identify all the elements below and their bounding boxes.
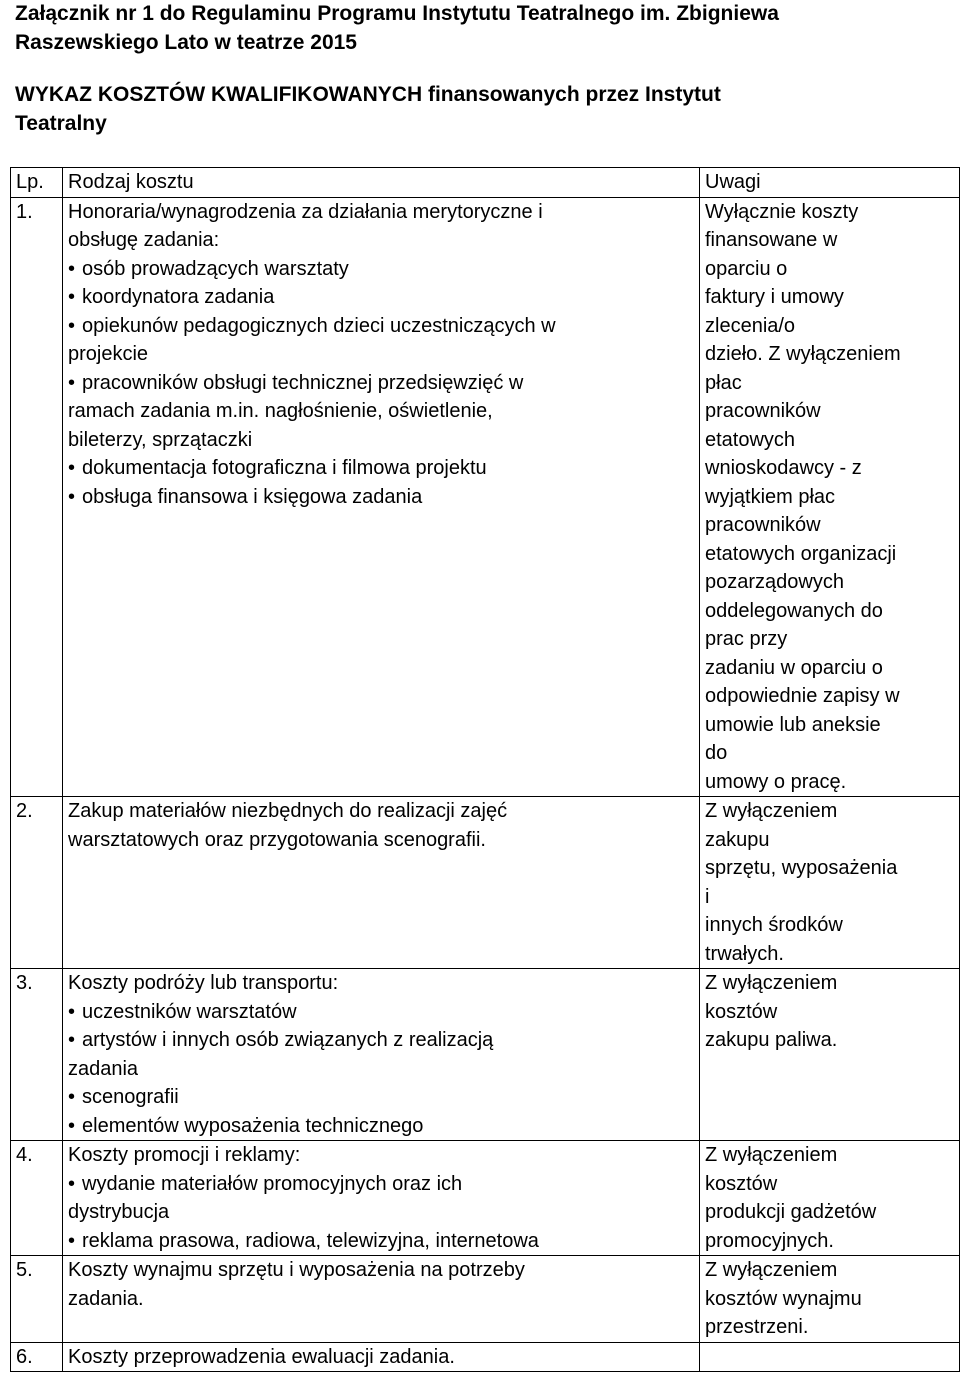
subtitle-line: WYKAZ KOSZTÓW KWALIFIKOWANYCH finansowanych przez Instytut	[15, 83, 721, 106]
bullet-item: • reklama prasowa, radiowa, telewizyjna, internetowa	[68, 1227, 695, 1256]
bullet-item: • wydanie materiałów promocyjnych oraz ich	[68, 1170, 695, 1199]
table-row	[11, 797, 960, 969]
cost-type-cell	[63, 197, 700, 797]
note-line: produkcji gadżetów	[705, 1201, 877, 1223]
row-number: 5.	[11, 1256, 63, 1343]
note-line: prac przy	[705, 628, 788, 650]
note-line: kosztów wynajmu	[705, 1287, 862, 1310]
note-line: Z wyłączeniem	[705, 800, 838, 822]
note-line: i	[705, 885, 710, 908]
cost-type-cell	[63, 969, 700, 1141]
note-line: Z wyłączeniem	[705, 1259, 838, 1281]
text-line: obsługę zadania:	[68, 229, 220, 251]
text-line: zadania	[68, 1057, 139, 1080]
text-line: Koszty podróży lub transportu:	[68, 972, 339, 994]
text-line: ramach zadania m.in. nagłośnienie, oświetlenie,	[68, 400, 493, 422]
bullet-item: • elementów wyposażenia technicznego	[68, 1112, 695, 1141]
note-line: sprzętu, wyposażenia	[705, 857, 898, 879]
notes-cell	[700, 1141, 960, 1256]
note-line: zakupu	[705, 828, 770, 851]
note-line: kosztów	[705, 1172, 778, 1195]
note-line: płac	[705, 371, 742, 394]
column-header-lp: Lp.	[11, 168, 63, 198]
text-line: Koszty promocji i reklamy:	[68, 1144, 301, 1166]
row-number: 1.	[11, 197, 63, 797]
text-line: projekcie	[68, 343, 149, 365]
table-row	[11, 197, 960, 797]
note-line: innych środków	[705, 914, 843, 936]
row-number: 4.	[11, 1141, 63, 1256]
table-row	[11, 1141, 960, 1256]
table-header-row	[11, 168, 960, 198]
note-line: Z wyłączeniem	[705, 1144, 838, 1166]
table-row	[11, 1342, 960, 1372]
bullet-item: • scenografii	[68, 1083, 695, 1112]
text-line: dystrybucja	[68, 1201, 170, 1223]
note-line: Wyłącznie koszty	[705, 200, 859, 223]
note-line: etatowych organizacji	[705, 542, 897, 565]
notes-cell	[700, 797, 960, 969]
note-line: finansowane w	[705, 229, 838, 251]
bullet-item: • artystów i innych osób związanych z realizacją	[68, 1026, 695, 1055]
subtitle-line: Teatralny	[15, 111, 107, 135]
title-line: Raszewskiego Lato w teatrze 2015	[15, 30, 357, 54]
notes-cell	[700, 1256, 960, 1343]
note-line: zadaniu w oparciu o	[705, 656, 883, 679]
bullet-item: • osób prowadzących warsztaty	[68, 255, 695, 284]
note-line: promocyjnych.	[705, 1229, 834, 1252]
note-line: oparciu o	[705, 257, 788, 280]
bullet-item: • uczestników warsztatów	[68, 998, 695, 1027]
row-number: 6.	[11, 1342, 63, 1372]
row-number: 3.	[11, 969, 63, 1141]
column-header-type: Rodzaj kosztu	[63, 168, 700, 198]
note-line: przestrzeni.	[705, 1316, 809, 1338]
note-line: umowy o pracę.	[705, 770, 847, 793]
text-line: Koszty przeprowadzenia ewaluacji zadania.	[68, 1345, 455, 1368]
note-line: pracowników	[705, 400, 821, 422]
note-line: oddelegowanych do	[705, 599, 883, 622]
text-line: Zakup materiałów niezbędnych do realizacji zajęć	[68, 800, 508, 822]
note-line: do	[705, 742, 728, 764]
table-row	[11, 1256, 960, 1343]
note-line: pracowników	[705, 514, 821, 536]
cost-type-cell	[63, 797, 700, 969]
bullet-item: • obsługa finansowa i księgowa zadania	[68, 483, 695, 512]
text-line: Honoraria/wynagrodzenia za działania merytoryczne i	[68, 200, 543, 223]
document-title	[15, 0, 945, 57]
document-subtitle	[15, 81, 945, 138]
bullet-item: • pracowników obsługi technicznej przedsięwzięć w	[68, 369, 695, 398]
note-line: odpowiednie zapisy w	[705, 685, 900, 707]
notes-cell	[700, 1342, 960, 1372]
note-line: trwałych.	[705, 942, 784, 965]
note-line: faktury i umowy	[705, 286, 844, 308]
note-line: pozarządowych	[705, 571, 844, 593]
text-line: Koszty wynajmu sprzętu i wyposażenia na potrzeby	[68, 1259, 525, 1281]
note-line: etatowych	[705, 428, 796, 451]
note-line: wnioskodawcy - z	[705, 457, 862, 479]
bullet-item: • dokumentacja fotograficzna i filmowa projektu	[68, 454, 695, 483]
title-line: Załącznik nr 1 do Regulaminu Programu Instytutu Teatralnego im. Zbigniewa	[15, 2, 779, 25]
text-line: bileterzy, sprzątaczki	[68, 428, 253, 451]
text-line: warsztatowych oraz przygotowania scenografii.	[68, 828, 486, 851]
column-header-notes: Uwagi	[700, 168, 960, 198]
note-line: Z wyłączeniem	[705, 972, 838, 994]
notes-cell	[700, 969, 960, 1141]
note-line: kosztów	[705, 1000, 778, 1023]
bullet-item: • koordynatora zadania	[68, 283, 695, 312]
notes-cell	[700, 197, 960, 797]
cost-type-cell	[63, 1342, 700, 1372]
note-line: zakupu paliwa.	[705, 1029, 838, 1051]
cost-type-cell	[63, 1141, 700, 1256]
note-line: wyjątkiem płac	[705, 485, 836, 508]
text-line: zadania.	[68, 1287, 144, 1310]
row-number: 2.	[11, 797, 63, 969]
note-line: umowie lub aneksie	[705, 713, 881, 736]
note-line: zlecenia/o	[705, 314, 796, 337]
cost-type-cell	[63, 1256, 700, 1343]
note-line: dzieło. Z wyłączeniem	[705, 343, 901, 365]
costs-table	[10, 167, 960, 1372]
table-row	[11, 969, 960, 1141]
bullet-item: • opiekunów pedagogicznych dzieci uczestniczących w	[68, 312, 695, 341]
costs-table-body	[11, 168, 960, 1372]
